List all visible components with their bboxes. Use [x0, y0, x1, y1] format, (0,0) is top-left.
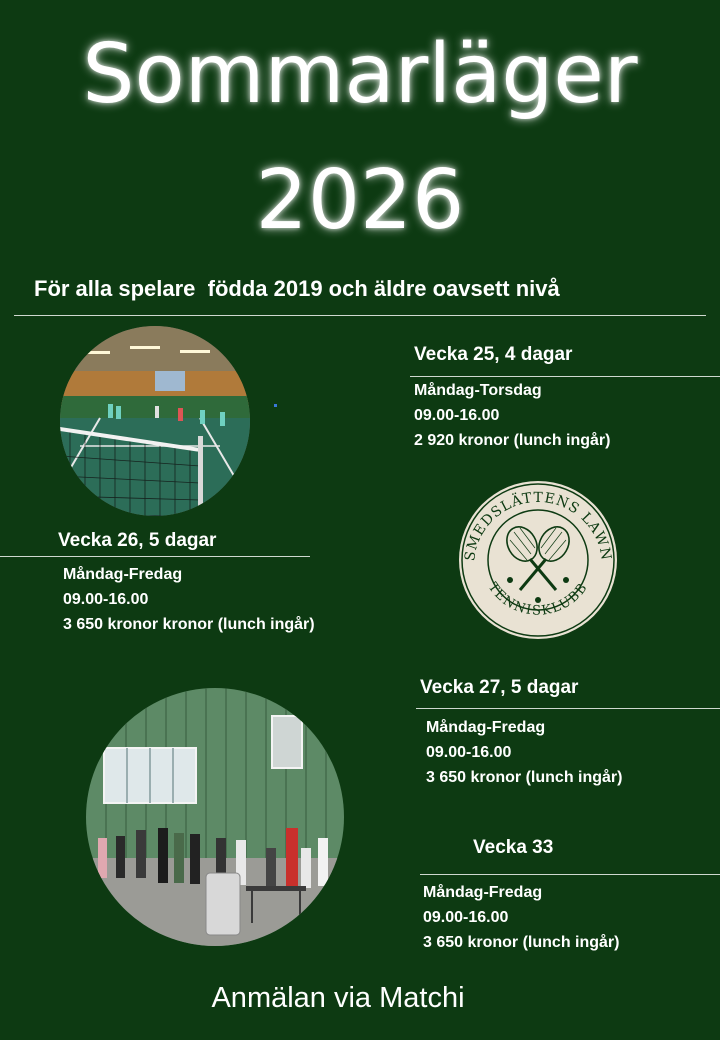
week-33-details	[423, 880, 619, 955]
week-26-rule	[0, 556, 310, 557]
week-27-days: Måndag-Fredag	[426, 719, 546, 736]
poster-title-line1: Sommarläger	[82, 27, 638, 122]
indoor-tennis-photo	[60, 326, 250, 516]
week-33-time: 09.00-16.00	[423, 909, 509, 926]
week-27-details	[426, 715, 622, 790]
week-27-time: 09.00-16.00	[426, 744, 512, 761]
poster-title-line2: 2026	[255, 153, 465, 248]
week-25-heading: Vecka 25, 4 dagar	[414, 344, 573, 365]
week-26-details	[63, 562, 315, 637]
week-27-rule	[416, 708, 720, 709]
week-25-days: Måndag-Torsdag	[414, 382, 542, 399]
week-25-rule	[410, 376, 720, 377]
week-25-price: 2 920 kronor (lunch ingår)	[414, 432, 611, 449]
week-26-time: 09.00-16.00	[63, 591, 149, 608]
club-logo	[458, 480, 618, 640]
week-33-rule	[420, 874, 720, 875]
week-25-details	[414, 378, 610, 453]
poster-subtitle: För alla spelare födda 2019 och äldre oavsett nivå	[34, 276, 560, 301]
divider	[14, 315, 706, 316]
logo-top-text: SMEDSLÄTTENS LAWN	[462, 489, 614, 563]
week-25-time: 09.00-16.00	[414, 407, 500, 424]
logo-bottom-text: TENNISKLUBB	[484, 579, 592, 619]
week-26-heading: Vecka 26, 5 dagar	[58, 530, 217, 551]
clubhouse-photo	[86, 688, 344, 946]
week-26-price: 3 650 kronor kronor (lunch ingår)	[63, 616, 315, 633]
registration-note: Anmälan via Matchi	[211, 982, 465, 1014]
week-27-price: 3 650 kronor (lunch ingår)	[426, 769, 623, 786]
week-26-days: Måndag-Fredag	[63, 566, 183, 583]
week-33-price: 3 650 kronor (lunch ingår)	[423, 934, 620, 951]
blue-dot	[274, 404, 277, 407]
week-33-days: Måndag-Fredag	[423, 884, 543, 901]
week-27-heading: Vecka 27, 5 dagar	[420, 677, 579, 698]
week-33-heading: Vecka 33	[473, 837, 554, 858]
